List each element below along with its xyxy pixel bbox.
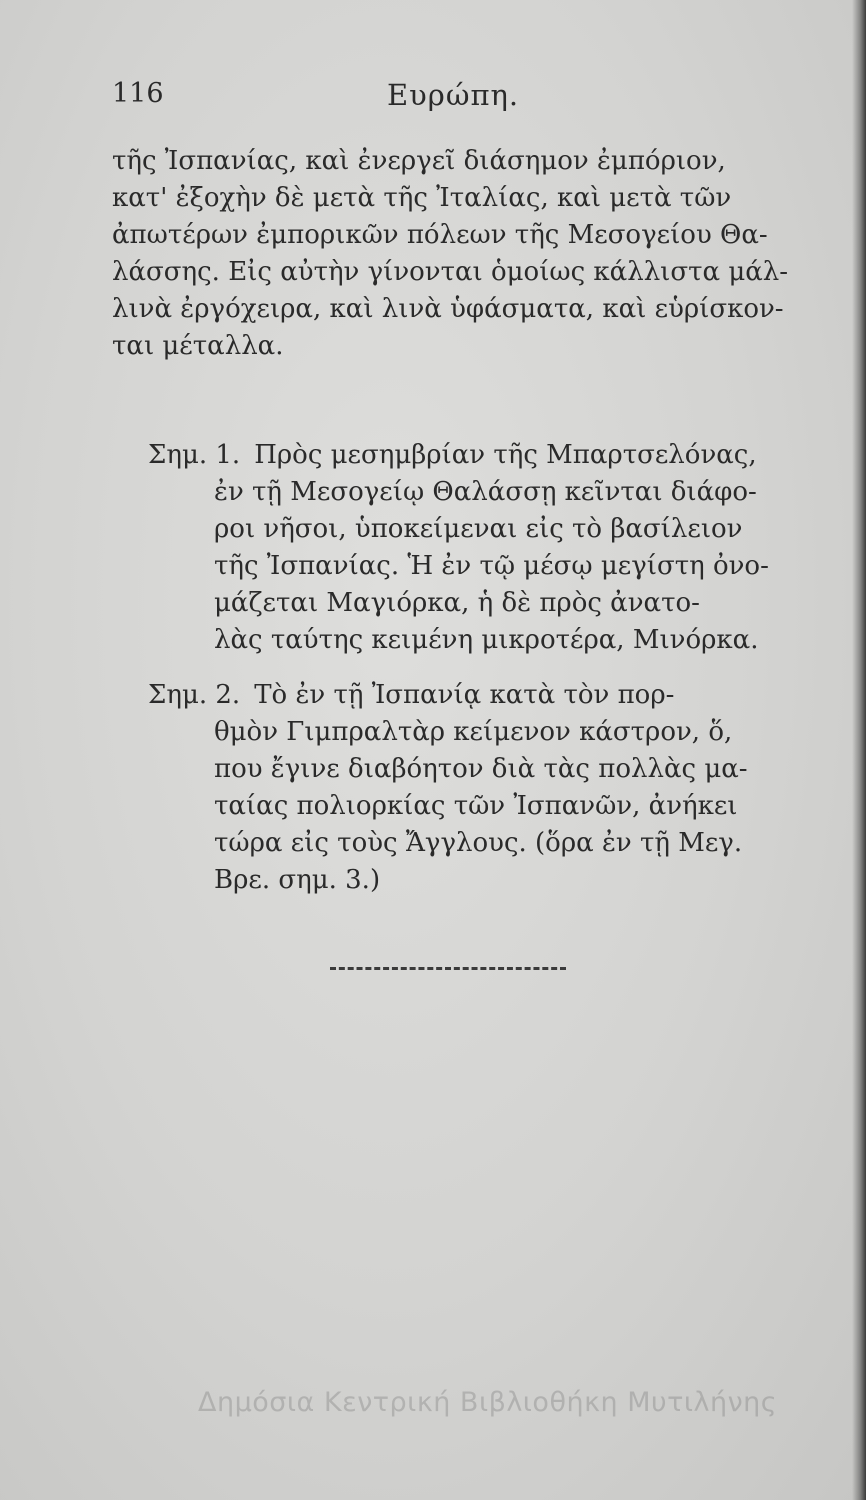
paragraph-line: λάσσης. Εἰς αὐτὴν γίνονται ὁμοίως κάλλιστα μάλ- <box>112 257 789 287</box>
paragraph-line: ται μέταλλα. <box>112 331 284 361</box>
footnote-label: Σημ. 2. <box>148 680 241 710</box>
footnote-line: Βρε. σημ. 3.) <box>214 865 381 895</box>
running-title: Ευρώπη. <box>387 78 520 112</box>
paragraph-line: ἀπωτέρων ἐμπορικῶν πόλεων τῆς Μεσογείου Θα- <box>112 220 768 250</box>
footnote-first-line <box>148 437 780 474</box>
page-edge-shadow <box>852 0 866 1500</box>
footnote-text: Τὸ ἐν τῇ Ἰσπανίᾳ κατὰ τὸν πορ- <box>254 680 675 710</box>
page-header <box>112 78 832 118</box>
footnote-line: ἐν τῇ Μεσογείῳ Θαλάσσῃ κεῖνται διάφο- <box>214 477 757 507</box>
main-paragraph <box>112 143 818 365</box>
footnote-line: που ἔγινε διαβόητον διὰ τὰς πολλὰς μα- <box>214 754 748 784</box>
paragraph-line: κατ' ἐξοχὴν δὲ μετὰ τῆς Ἰταλίας, καὶ μετὰ τῶν <box>112 183 732 213</box>
footnote-text: Πρὸς μεσημβρίαν τῆς Μπαρτσελόνας, <box>254 440 757 470</box>
page-number: 116 <box>112 78 164 109</box>
footnote-line: τώρα εἰς τοὺς Ἄγγλους. (ὅρα ἐν τῇ Μεγ. <box>214 828 743 858</box>
paragraph-line: λινὰ ἐργόχειρα, καὶ λινὰ ὑφάσματα, καὶ εὑρίσκον- <box>112 294 784 324</box>
footnote-line: ταίας πολιορκίας τῶν Ἰσπανῶν, ἀνήκει <box>214 791 738 821</box>
section-divider <box>330 967 566 970</box>
paragraph-line: τῆς Ἰσπανίας, καὶ ἐνεργεῖ διάσημον ἐμπόριον, <box>112 146 726 176</box>
footnote-2 <box>148 677 798 899</box>
footnote-line: θμὸν Γιμπραλτὰρ κείμενον κάστρον, ὅ, <box>214 717 733 747</box>
library-watermark: Δημόσια Κεντρική Βιβλιοθήκη Μυτιλήνης <box>198 1387 778 1418</box>
footnote-line: τῆς Ἰσπανίας. Ἡ ἐν τῷ μέσῳ μεγίστη ὀνο- <box>214 551 769 581</box>
footnote-line: ροι νῆσοι, ὑποκείμεναι εἰς τὸ βασίλειον <box>214 514 743 544</box>
footnote-label: Σημ. 1. <box>148 440 241 470</box>
footnote-line: μάζεται Μαγιόρκα, ἡ δὲ πρὸς ἀνατο- <box>214 588 700 618</box>
footnote-1 <box>148 437 780 659</box>
footnote-first-line <box>148 677 798 714</box>
footnote-line: λὰς ταύτης κειμένη μικροτέρα, Μινόρκα. <box>214 625 759 655</box>
